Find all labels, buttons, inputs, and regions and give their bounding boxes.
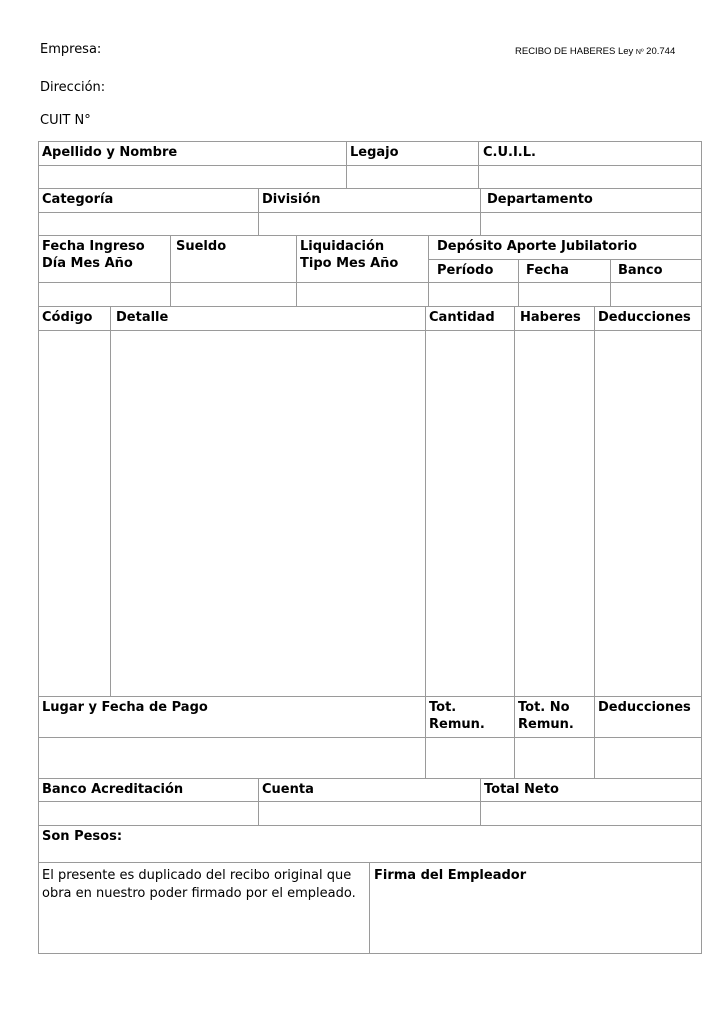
division-label: División	[262, 192, 321, 207]
recibo-title-text: RECIBO DE HABERES Ley	[515, 46, 634, 57]
lugar-fecha-pago-label: Lugar y Fecha de Pago	[42, 700, 208, 715]
liquidacion-label: Liquidación	[300, 239, 385, 254]
son-pesos-label: Son Pesos:	[42, 829, 123, 844]
deducciones-header: Deducciones	[598, 310, 691, 325]
periodo-label: Período	[437, 263, 494, 278]
tot-remun-label-1: Tot.	[429, 700, 457, 715]
sueldo-label: Sueldo	[176, 239, 227, 254]
total-deducciones-label: Deducciones	[598, 700, 691, 715]
tipo-mes-anio-label: Tipo Mes Año	[300, 256, 399, 271]
detalle-header: Detalle	[116, 310, 169, 325]
empresa-label: Empresa:	[40, 42, 102, 57]
fecha-ingreso-label: Fecha Ingreso	[42, 239, 145, 254]
recibo-no: Nº	[635, 49, 644, 56]
cantidad-header: Cantidad	[429, 310, 495, 325]
firma-empleador-label: Firma del Empleador	[374, 868, 527, 883]
duplicado-text: El presente es duplicado del recibo original que obra en nuestro poder firmado por el empleado.	[42, 868, 356, 901]
tot-no-remun-label-1: Tot. No	[518, 700, 570, 715]
recibo-ley: 20.744	[646, 46, 676, 57]
departamento-label: Departamento	[487, 192, 593, 207]
dia-mes-anio-label: Día Mes Año	[42, 256, 133, 271]
tot-no-remun-label-2: Remun.	[518, 717, 574, 732]
cuil-label: C.U.I.L.	[483, 145, 536, 160]
tot-remun-label-2: Remun.	[429, 717, 485, 732]
codigo-header: Código	[42, 310, 93, 325]
total-neto-label: Total Neto	[484, 782, 559, 797]
deposito-aporte-label: Depósito Aporte Jubilatorio	[437, 239, 638, 254]
direccion-label: Dirección:	[40, 80, 106, 95]
fecha-label: Fecha	[526, 263, 569, 278]
cuit-label: CUIT N°	[40, 113, 91, 128]
recibo-title	[515, 43, 675, 62]
haberes-header: Haberes	[520, 310, 581, 325]
banco-label: Banco	[618, 263, 663, 278]
categoria-label: Categoría	[42, 192, 114, 207]
apellido-nombre-label: Apellido y Nombre	[42, 145, 178, 160]
cuenta-label: Cuenta	[262, 782, 314, 797]
legajo-label: Legajo	[350, 145, 399, 160]
banco-acreditacion-label: Banco Acreditación	[42, 782, 184, 797]
